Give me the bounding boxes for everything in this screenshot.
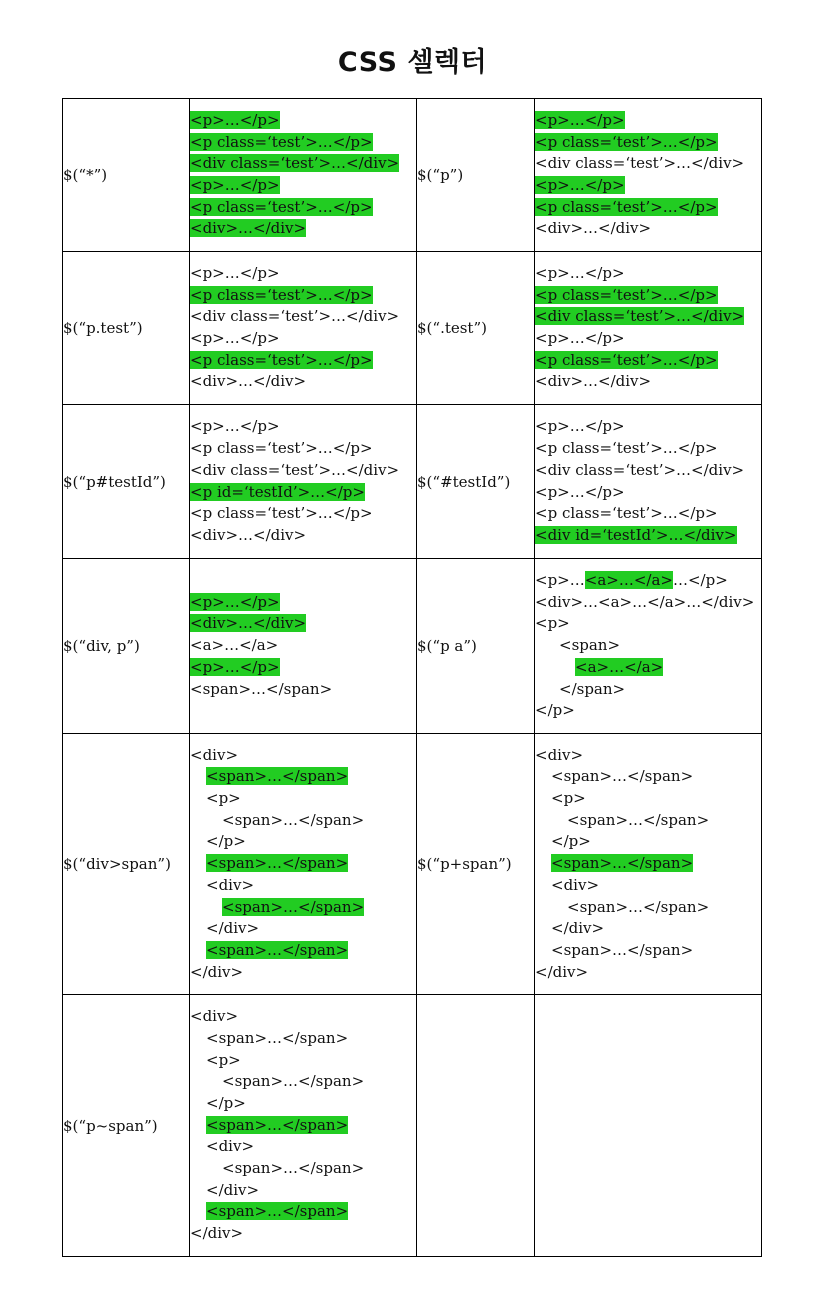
code-line: [535, 700, 761, 722]
code-text: <p class=‘test’>…</p>: [535, 504, 718, 523]
code-text: <div>…</div>: [190, 525, 307, 544]
highlighted-match: <p>…</p>: [190, 657, 280, 676]
code-text: <p>…</p>: [535, 329, 625, 347]
selector-cell: $(“*”): [63, 99, 190, 252]
code-line: [190, 897, 416, 919]
code-text: <div>…</div>: [190, 372, 307, 391]
code-text: <p>…: [535, 571, 585, 590]
code-line: [535, 438, 761, 460]
code-line: [190, 110, 416, 132]
code-line: [190, 328, 416, 350]
code-line: [535, 962, 761, 984]
table-row: [63, 252, 762, 405]
code-text: <span>: [559, 636, 621, 655]
highlighted-match: <p>…</p>: [190, 176, 280, 194]
code-line: [535, 766, 761, 788]
code-text: <span>…</span>: [567, 810, 710, 829]
code-line: [190, 853, 416, 875]
code-line: [190, 153, 416, 175]
code-line: [190, 1071, 416, 1093]
code-cell: [190, 995, 417, 1257]
code-line: [190, 460, 416, 482]
code-text: <p>…</p>: [535, 263, 625, 282]
highlighted-match: <p class=‘test’>…</p>: [190, 132, 373, 151]
code-text: <span>…</span>: [551, 767, 694, 786]
code-text: <div class=‘test’>…</div>: [535, 460, 745, 479]
table-row: [63, 559, 762, 734]
code-text: <p>…</p>: [190, 417, 280, 436]
code-text: <span>…</span>: [551, 940, 694, 959]
code-text: </div>: [551, 919, 605, 938]
code-text: <div>: [206, 1137, 255, 1156]
code-line: [535, 328, 761, 350]
code-cell: [535, 252, 762, 405]
code-text: <div>: [190, 1007, 239, 1026]
selector-cell: $(“p+span”): [417, 734, 535, 995]
code-line: [535, 810, 761, 832]
code-text: <span>…</span>: [222, 810, 365, 829]
code-line: [535, 679, 761, 701]
code-line: [190, 810, 416, 832]
code-line: [190, 371, 416, 393]
selector-cell: $(“#testId”): [417, 405, 535, 559]
code-line: [535, 132, 761, 154]
code-text: </div>: [206, 1180, 260, 1199]
table-row: [63, 405, 762, 559]
code-line: [535, 940, 761, 962]
code-line: [190, 1028, 416, 1050]
code-line: [190, 263, 416, 285]
code-text: </p>: [551, 832, 591, 851]
code-line: [190, 285, 416, 307]
code-text: <p class=‘test’>…</p>: [190, 504, 373, 523]
code-line: [535, 460, 761, 482]
code-line: [190, 1201, 416, 1223]
code-line: [535, 745, 761, 767]
code-line: [535, 635, 761, 657]
code-text: </div>: [190, 1224, 244, 1243]
selector-cell: $(“p”): [417, 99, 535, 252]
code-line: [190, 350, 416, 372]
code-line: [190, 788, 416, 810]
code-cell: [535, 995, 762, 1257]
selector-cell: $(“p~span”): [63, 995, 190, 1257]
highlighted-match: <a>…</a>: [584, 571, 673, 590]
code-line: [535, 197, 761, 219]
code-line: [190, 525, 416, 547]
highlighted-match: <span>…</span>: [222, 897, 365, 916]
code-text: </div>: [535, 962, 589, 981]
code-line: [535, 613, 761, 635]
code-line: [190, 218, 416, 240]
code-text: <span>…</span>: [567, 897, 710, 916]
highlighted-match: <p class=‘test’>…</p>: [190, 285, 373, 304]
selector-cell: $(“p.test”): [63, 252, 190, 405]
selector-cell: $(“.test”): [417, 252, 535, 405]
highlighted-match: <span>…</span>: [206, 1115, 349, 1134]
code-text: <div>…</div>: [535, 372, 652, 391]
code-text: <p>…</p>: [190, 263, 280, 282]
code-text: </p>: [206, 832, 246, 851]
code-text: <span>…</span>: [206, 1028, 349, 1047]
highlighted-match: <p class=‘test’>…</p>: [535, 197, 718, 216]
selector-cell: $(“div, p”): [63, 559, 190, 734]
code-line: [190, 1006, 416, 1028]
selector-cell: $(“div>span”): [63, 734, 190, 995]
code-line: [190, 635, 416, 657]
code-text: <div>: [190, 745, 239, 764]
code-text: <p>…</p>: [535, 482, 625, 501]
highlighted-match: <span>…</span>: [551, 854, 694, 873]
code-text: <div>…<a>…</a>…</div>: [535, 592, 755, 611]
code-line: [535, 831, 761, 853]
code-line: [190, 657, 416, 679]
code-line: [535, 853, 761, 875]
code-text: </div>: [206, 919, 260, 938]
table-row: [63, 995, 762, 1257]
code-text: <p>: [206, 1050, 241, 1069]
highlighted-match: <p class=‘test’>…</p>: [535, 132, 718, 151]
code-text: <a>…</a>: [190, 636, 279, 655]
code-line: [190, 831, 416, 853]
highlighted-match: <p>…</p>: [535, 176, 625, 194]
code-text: <div>…</div>: [535, 219, 652, 238]
code-line: [535, 263, 761, 285]
code-line: [535, 875, 761, 897]
highlighted-match: <p class=‘test’>…</p>: [190, 350, 373, 369]
selector-cell: $(“p#testId”): [63, 405, 190, 559]
code-text: <p class=‘test’>…</p>: [190, 439, 373, 458]
code-cell: [535, 99, 762, 252]
code-line: [190, 940, 416, 962]
code-text: <p>: [551, 789, 586, 808]
code-line: [190, 613, 416, 635]
code-line: [190, 679, 416, 701]
highlighted-match: <p class=‘test’>…</p>: [190, 197, 373, 216]
code-line: [190, 1180, 416, 1202]
code-line: [535, 788, 761, 810]
highlighted-match: <a>…</a>: [575, 657, 664, 676]
code-line: [190, 1093, 416, 1115]
code-text: <p>: [535, 614, 570, 633]
code-line: [190, 1158, 416, 1180]
code-text: </div>: [190, 962, 244, 981]
selector-cell: [417, 995, 535, 1257]
code-line: [190, 306, 416, 328]
code-cell: [190, 559, 417, 734]
code-text: <div>: [206, 875, 255, 894]
highlighted-match: <div id=‘testId’>…</div>: [535, 525, 737, 544]
code-text: <div>: [535, 745, 584, 764]
code-line: [535, 570, 761, 592]
code-line: [190, 416, 416, 438]
code-text: </p>: [535, 701, 575, 720]
highlighted-match: <div>…</div>: [190, 219, 307, 238]
highlighted-match: <p class=‘test’>…</p>: [535, 350, 718, 369]
selector-table: [62, 98, 762, 1257]
code-text: <div class=‘test’>…</div>: [190, 460, 400, 479]
code-line: [190, 962, 416, 984]
highlighted-match: <div class=‘test’>…</div>: [535, 307, 745, 326]
code-line: [190, 482, 416, 504]
highlighted-match: <div>…</div>: [190, 614, 307, 633]
code-cell: [190, 405, 417, 559]
highlighted-match: <span>…</span>: [206, 854, 349, 873]
code-line: [535, 350, 761, 372]
code-line: [190, 132, 416, 154]
page-title: CSS 셀렉터: [337, 47, 488, 78]
code-line: [190, 592, 416, 614]
code-line: [535, 110, 761, 132]
table-row: [63, 734, 762, 995]
code-text: <p>…</p>: [190, 329, 280, 347]
code-line: [535, 482, 761, 504]
code-line: [535, 371, 761, 393]
code-line: [190, 1115, 416, 1137]
code-line: [535, 175, 761, 197]
code-text: <span>…</span>: [222, 1159, 365, 1178]
code-line: [535, 153, 761, 175]
code-text: </p>: [206, 1093, 246, 1112]
code-line: [190, 1050, 416, 1072]
code-line: [535, 218, 761, 240]
code-line: [535, 592, 761, 614]
highlighted-match: <span>…</span>: [206, 940, 349, 959]
code-text: …</p>: [672, 571, 728, 590]
code-text: </span>: [559, 679, 626, 698]
highlighted-match: <p>…</p>: [190, 110, 280, 129]
table-row: [63, 99, 762, 252]
highlighted-match: <span>…</span>: [206, 1202, 349, 1221]
highlighted-match: <span>…</span>: [206, 767, 349, 786]
code-line: [190, 1223, 416, 1245]
code-cell: [190, 252, 417, 405]
code-text: <p>…</p>: [535, 417, 625, 436]
code-line: [535, 285, 761, 307]
highlighted-match: <p>…</p>: [190, 592, 280, 611]
highlighted-match: <div class=‘test’>…</div>: [190, 154, 400, 173]
code-cell: [190, 99, 417, 252]
code-line: [190, 175, 416, 197]
code-text: <div class=‘test’>…</div>: [190, 307, 400, 326]
code-text: <p class=‘test’>…</p>: [535, 439, 718, 458]
code-line: [190, 875, 416, 897]
code-line: [535, 918, 761, 940]
code-text: <span>…</span>: [190, 679, 333, 698]
code-line: [535, 306, 761, 328]
code-text: <div>: [551, 875, 600, 894]
highlighted-match: <p id=‘testId’>…</p>: [190, 482, 365, 501]
code-line: [190, 745, 416, 767]
code-line: [535, 897, 761, 919]
code-line: [190, 1136, 416, 1158]
highlighted-match: <p>…</p>: [535, 110, 625, 129]
code-line: [190, 766, 416, 788]
code-line: [190, 197, 416, 219]
code-cell: [190, 734, 417, 995]
code-line: [535, 525, 761, 547]
highlighted-match: <p class=‘test’>…</p>: [535, 285, 718, 304]
code-text: <span>…</span>: [222, 1072, 365, 1091]
code-line: [535, 416, 761, 438]
code-line: [190, 503, 416, 525]
selector-cell: $(“p a”): [417, 559, 535, 734]
code-line: [535, 657, 761, 679]
code-cell: [535, 734, 762, 995]
code-line: [190, 438, 416, 460]
code-text: <p>: [206, 789, 241, 808]
code-cell: [535, 405, 762, 559]
code-line: [190, 918, 416, 940]
code-text: <div class=‘test’>…</div>: [535, 154, 745, 173]
code-line: [535, 503, 761, 525]
code-cell: [535, 559, 762, 734]
